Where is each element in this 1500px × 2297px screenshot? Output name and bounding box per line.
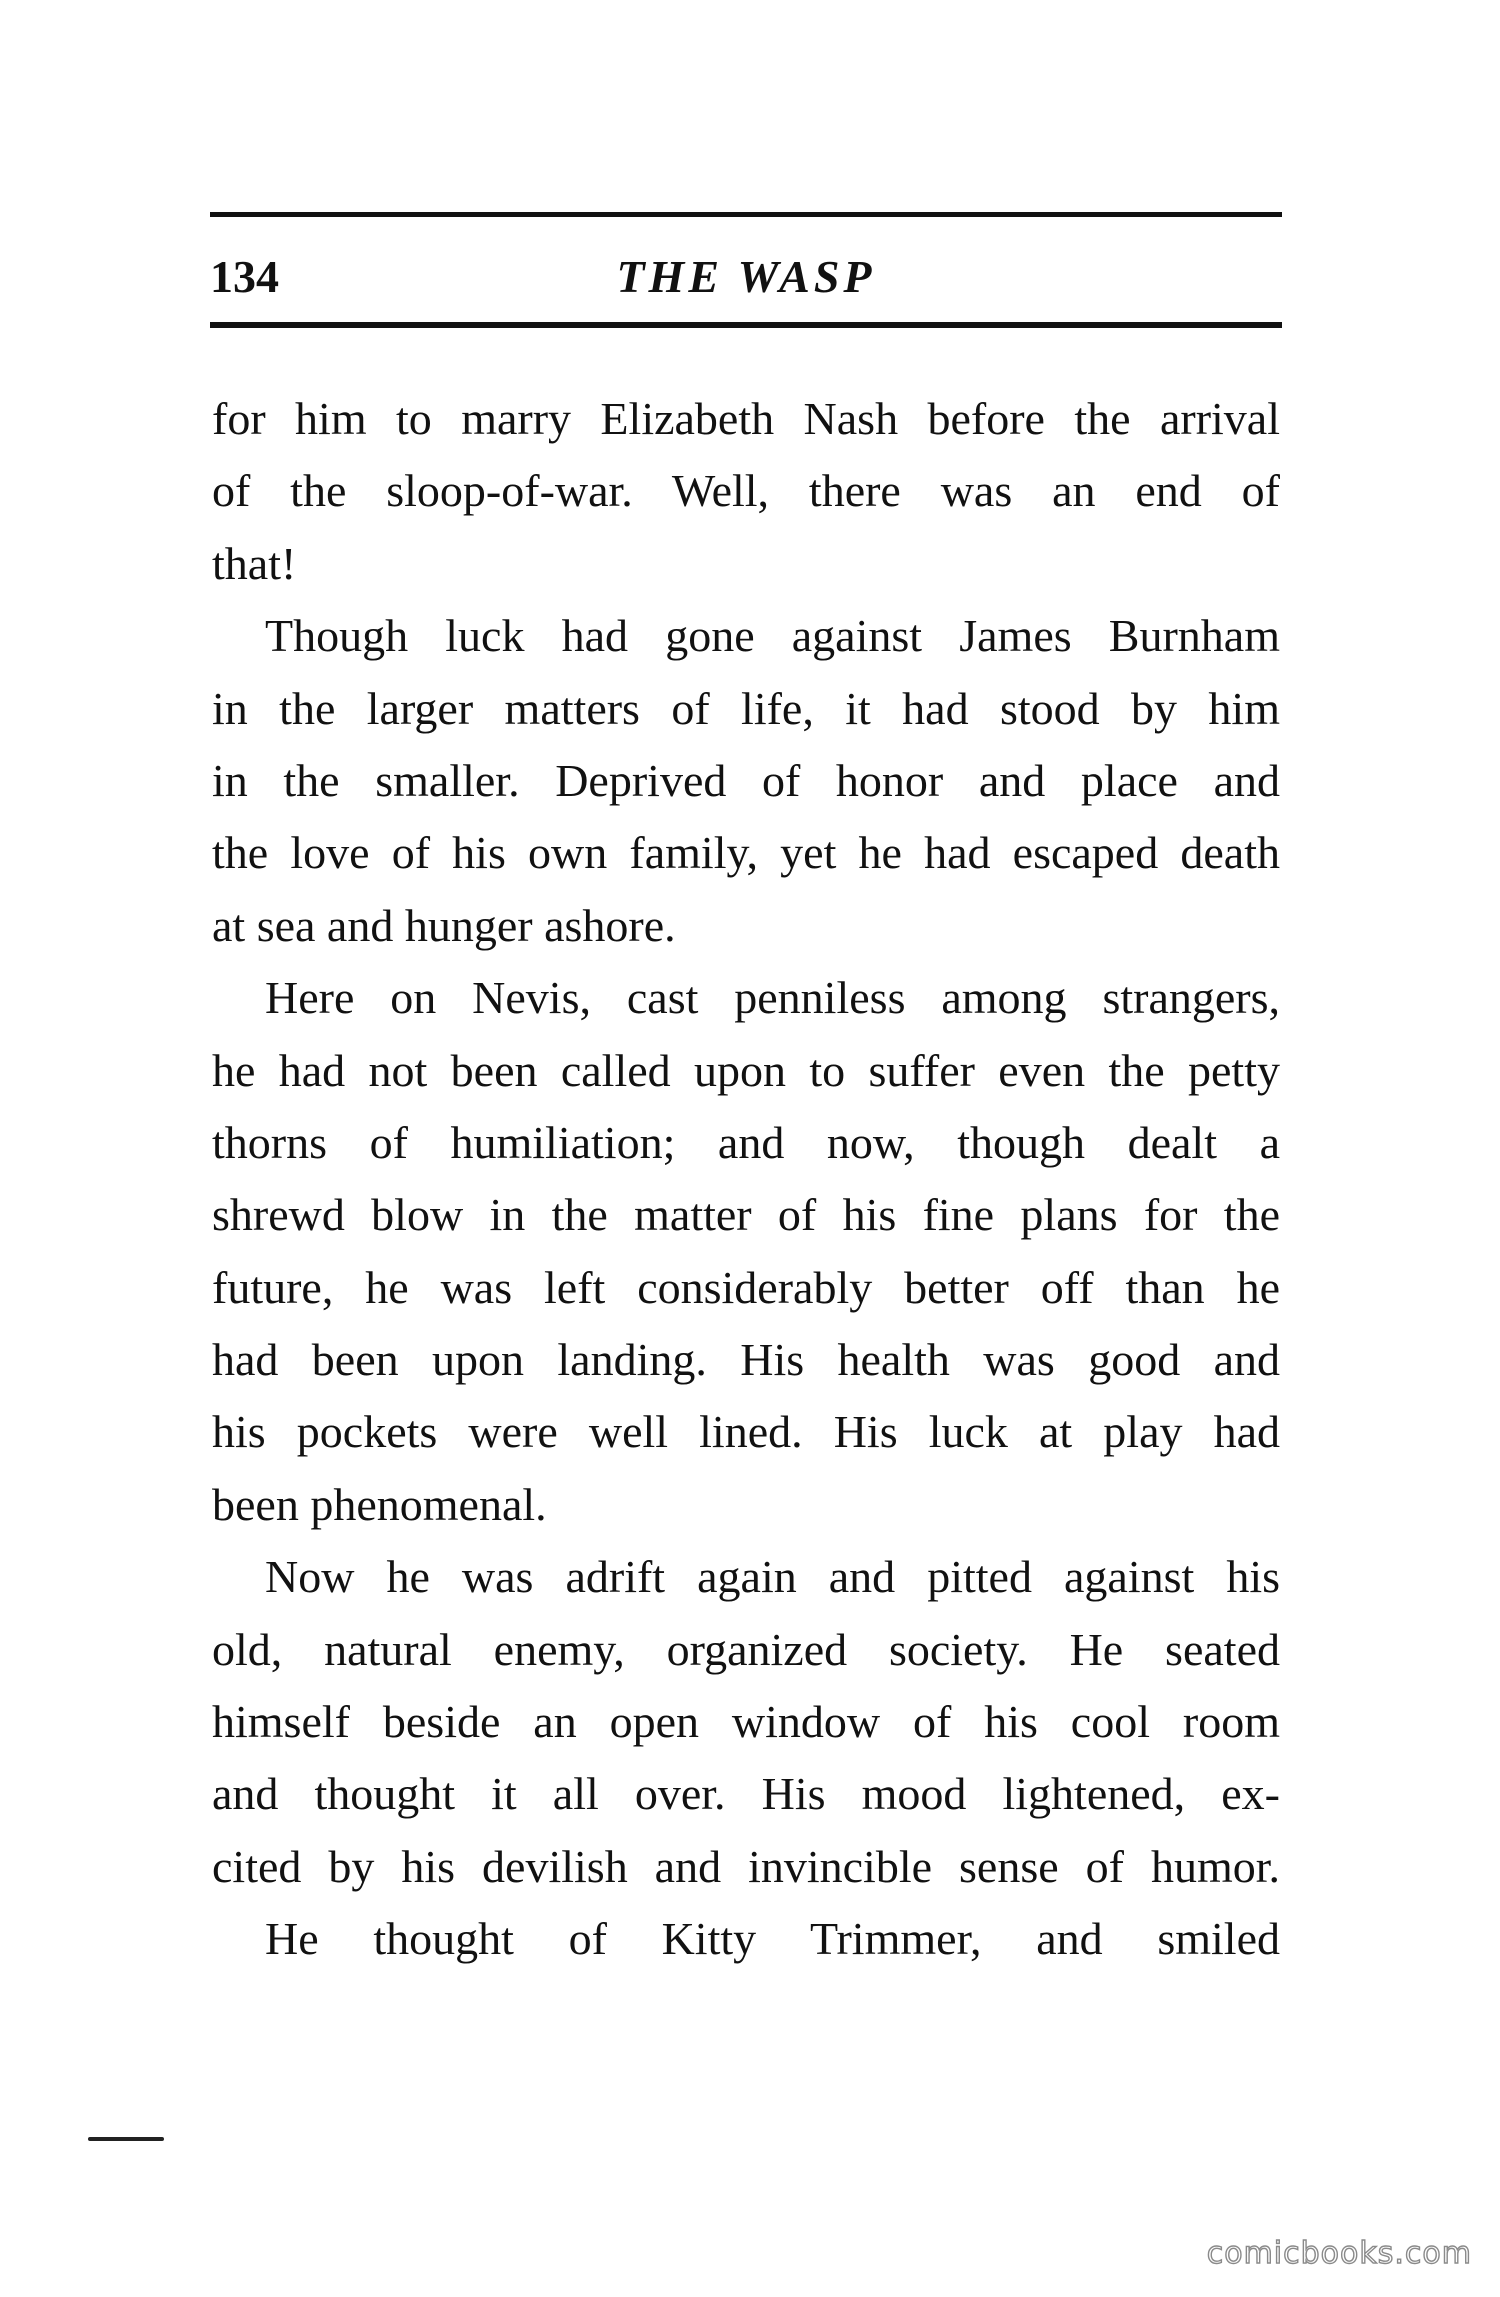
page-number: 134 (210, 251, 279, 302)
text-line: of the sloop-of-war. Well, there was an end of (212, 465, 1280, 517)
text-line: been phenomenal. (212, 1478, 547, 1530)
text-line: himself beside an open window of his cool room (212, 1696, 1280, 1748)
margin-mark (88, 2137, 164, 2141)
text-line: Now he was adrift again and pitted against his (265, 1551, 1280, 1603)
text-line: in the larger matters of life, it had stood by him (212, 682, 1280, 734)
text-line: at sea and hunger ashore. (212, 899, 676, 951)
text-line: he had not been called upon to suffer even the petty (212, 1044, 1280, 1096)
text-line: and thought it all over. His mood lightened, ex- (212, 1768, 1280, 1820)
watermark: comicbooks.com (1206, 2236, 1472, 2271)
page-body (212, 383, 1280, 1976)
text-line: had been upon landing. His health was good and (212, 1334, 1280, 1386)
text-line: He thought of Kitty Trimmer, and smiled (265, 1913, 1280, 1965)
text-line: his pockets were well lined. His luck at play had (212, 1406, 1280, 1458)
text-line: that! (212, 537, 297, 589)
header-top-rule (210, 212, 1282, 217)
running-title: THE WASP (616, 251, 876, 302)
text-line: Though luck had gone against James Burnham (265, 610, 1280, 662)
text-line: shrewd blow in the matter of his fine plans for the (212, 1189, 1280, 1241)
text-line: old, natural enemy, organized society. He seated (212, 1623, 1280, 1675)
header-bottom-rule (210, 322, 1282, 328)
text-line: future, he was left considerably better off than he (212, 1261, 1280, 1313)
text-line: for him to marry Elizabeth Nash before the arrival (212, 393, 1280, 444)
page-header (210, 245, 1282, 309)
text-line: cited by his devilish and invincible sense of humor. (212, 1840, 1280, 1892)
text-line: thorns of humiliation; and now, though dealt a (212, 1116, 1280, 1168)
text-line: the love of his own family, yet he had escaped death (212, 827, 1280, 879)
text-line: in the smaller. Deprived of honor and place and (212, 754, 1280, 806)
text-line: Here on Nevis, cast penniless among strangers, (265, 972, 1280, 1024)
